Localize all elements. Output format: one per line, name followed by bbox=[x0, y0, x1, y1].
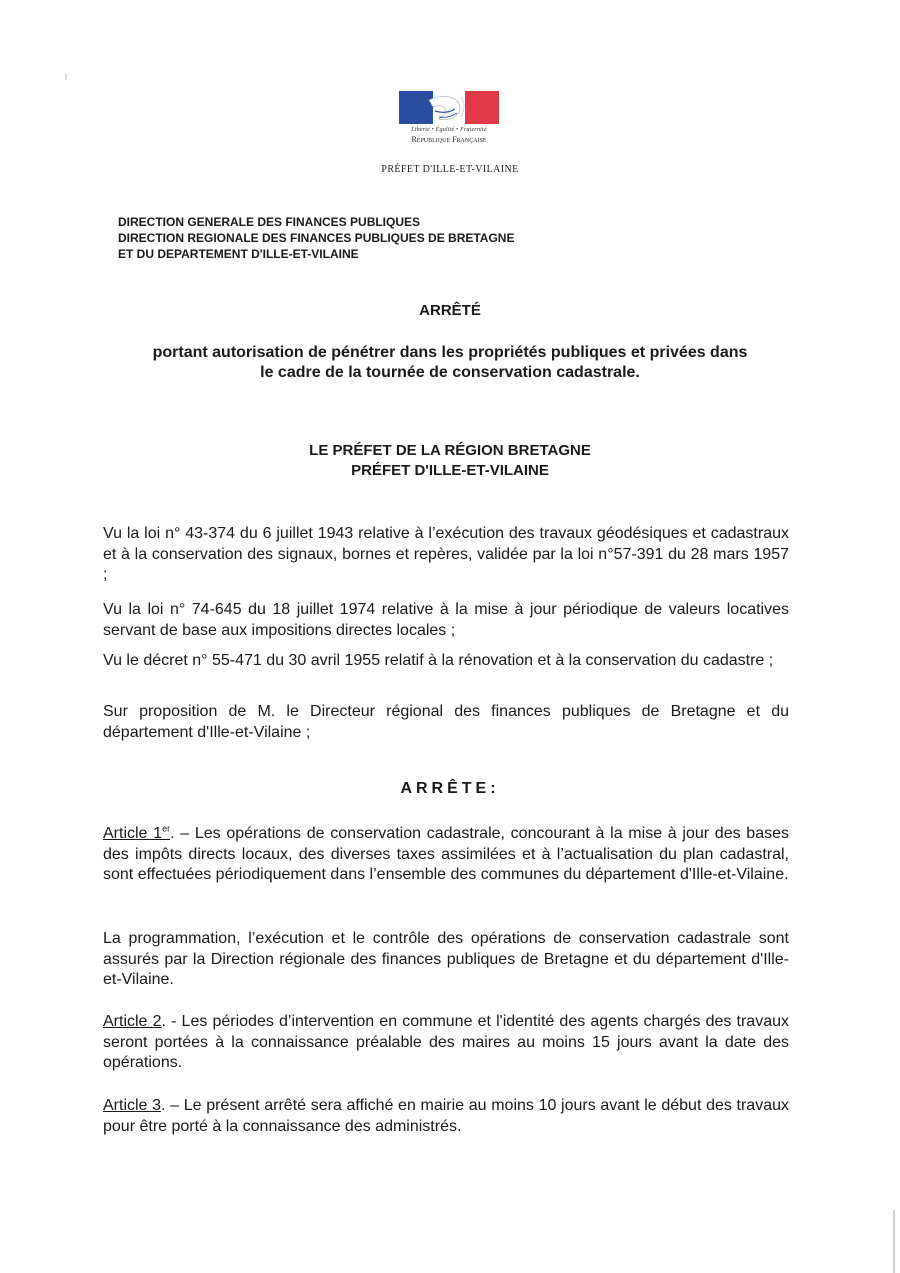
article-label: Article 1er bbox=[103, 823, 171, 842]
prefet-title-line: PRÉFET D'ILLE-ET-VILAINE bbox=[351, 462, 549, 479]
visa-paragraph: Sur proposition de M. le Directeur régional des finances publiques de Bretagne et du département d'Ille-et-Vilaine ; bbox=[103, 703, 789, 741]
republic-name: République Française bbox=[411, 135, 487, 144]
prefet-header: PRÉFET D'ILLE-ET-VILAINE bbox=[381, 164, 519, 175]
document-title: ARRÊTÉ bbox=[419, 302, 481, 319]
marianne-flag-icon bbox=[399, 91, 499, 124]
visa-paragraph: Vu le décret n° 55-471 du 30 avril 1955 relatif à la rénovation et à la conservation du cadastre ; bbox=[103, 652, 774, 669]
direction-line: ET DU DEPARTEMENT D'ILLE-ET-VILAINE bbox=[118, 247, 359, 261]
subtitle-line: le cadre de la tournée de conservation cadastrale. bbox=[260, 364, 640, 381]
article-label: Article 2 bbox=[103, 1013, 162, 1030]
prefet-title-line: LE PRÉFET DE LA RÉGION BRETAGNE bbox=[309, 442, 591, 459]
scan-speck bbox=[65, 74, 67, 80]
article-3 bbox=[103, 1096, 789, 1137]
article-text: . – Les opérations de conservation cadastrale, concourant à la mise à jour des bases des impôts directs locaux, des diverses taxes assimilées et à l’actualisation du plan cadastral, sont effectuées périodiquement dans l’ensemble des communes du département d'Ille-et-Vilaine. bbox=[103, 825, 789, 883]
article-text: . - Les périodes d’intervention en commune et l'identité des agents chargés des travaux seront portées à la connaissance préalable des maires au moins 15 jours avant la date des opérations. bbox=[103, 1013, 790, 1071]
direction-line: DIRECTION REGIONALE DES FINANCES PUBLIQUES DE BRETAGNE bbox=[118, 231, 515, 245]
article-1-paragraph-2: La programmation, l’exécution et le contrôle des opérations de conservation cadastrale sont assurés par la Direction régionale des finances publiques de Bretagne et du département d'Ille-et-Vilaine. bbox=[103, 930, 789, 988]
article-text: . – Le présent arrêté sera affiché en mairie au moins 10 jours avant le début des travaux pour être porté à la connaissance des administrés. bbox=[103, 1097, 790, 1135]
direction-line: DIRECTION GENERALE DES FINANCES PUBLIQUES bbox=[118, 215, 421, 229]
subtitle-line: portant autorisation de pénétrer dans les propriétés publiques et privées dans bbox=[152, 344, 748, 361]
arrete-heading: ARRÊTE: bbox=[400, 780, 500, 797]
article-2 bbox=[103, 1012, 789, 1074]
republic-motto: Liberté • Égalité • Fraternité bbox=[411, 127, 487, 133]
marianne-logo bbox=[398, 91, 500, 144]
visa-paragraph: Vu la loi n° 74-645 du 18 juillet 1974 relative à la mise à jour périodique de valeurs locatives servant de base aux impositions directes locales ; bbox=[103, 601, 789, 639]
article-1 bbox=[103, 824, 789, 886]
article-label: Article 3 bbox=[103, 1097, 162, 1114]
prefet-title bbox=[0, 441, 900, 481]
scan-edge-line bbox=[893, 1210, 895, 1273]
document-subtitle bbox=[100, 343, 800, 383]
direction-block bbox=[118, 214, 514, 262]
visa-paragraph: Vu la loi n° 43-374 du 6 juillet 1943 relative à l’exécution des travaux géodésiques et cadastraux et à la conservation des signaux, bornes et repères, validée par la loi n°57-391 du 28 mars 1957 ; bbox=[103, 525, 789, 583]
